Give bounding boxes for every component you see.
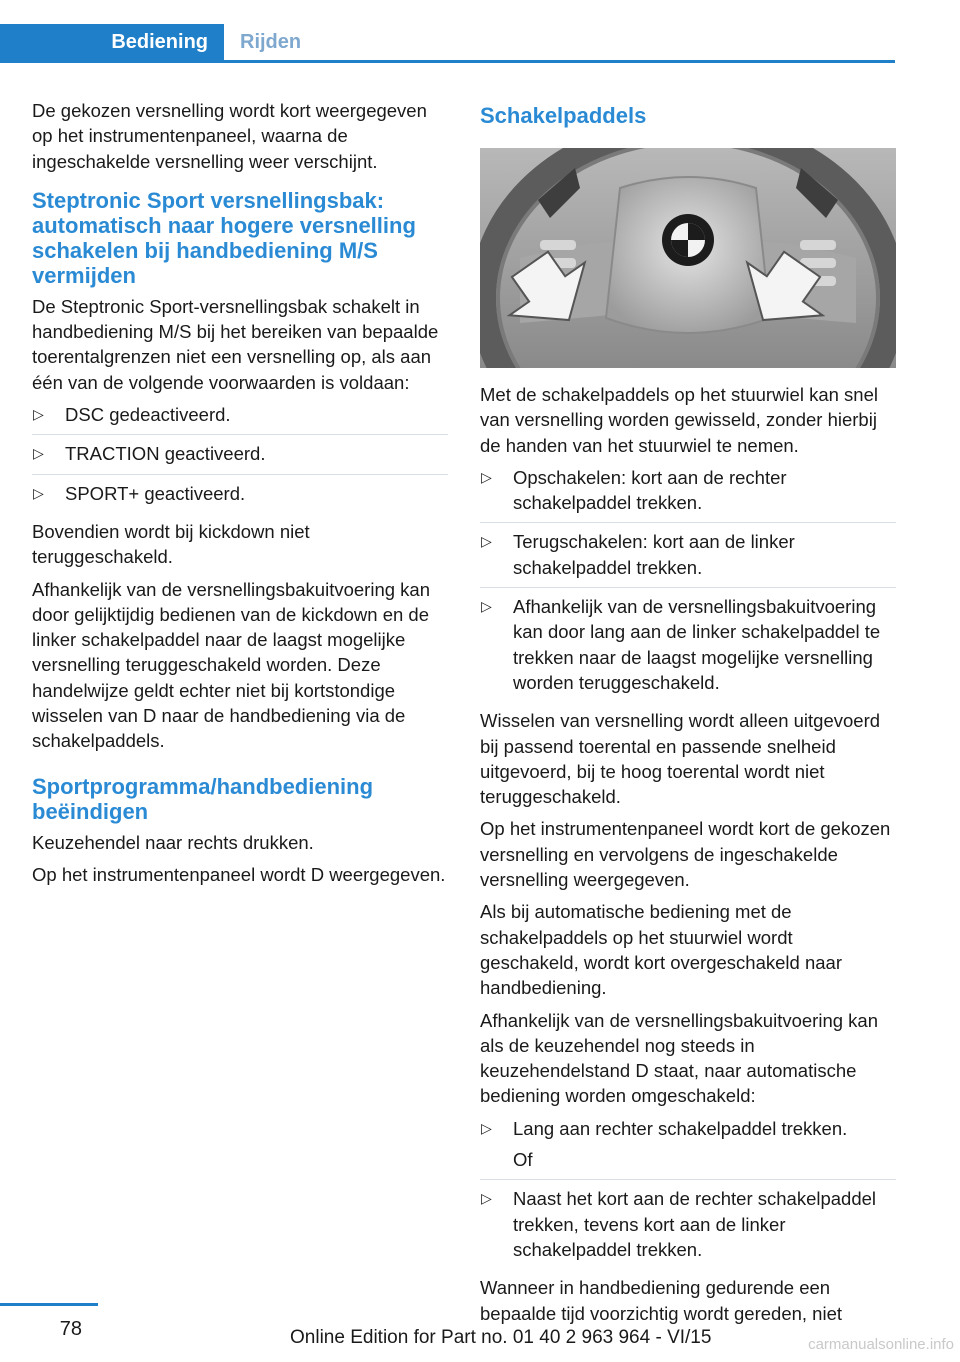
list-item: ▷ Naast het kort aan de rechter schakelpaddel trekken, tevens kort aan de linker schakelpaddel trekken. xyxy=(481,1188,877,1260)
tab-rijden[interactable]: Rijden xyxy=(240,30,302,53)
steering-wheel-illustration xyxy=(480,148,896,368)
watermark: carmanualsonline.info xyxy=(808,1336,954,1353)
triangle-bullet-icon: ▷ xyxy=(481,598,492,615)
paragraph: Als bij automatische bediening met de schakelpaddels op het stuurwiel wordt geschakeld, wordt kort overgeschakeld naar handbediening. xyxy=(480,901,842,999)
paragraph: Wanneer in handbediening gedurende een bepaalde tijd voorzichtig wordt gereden, niet xyxy=(480,1277,843,1324)
paragraph: Wisselen van versnelling wordt alleen uitgevoerd bij passend toerental en passende snelheid uitgevoerd, bij te hoog toerental wordt niet teruggeschakeld. xyxy=(480,710,881,808)
list-item: ▷ Lang aan rechter schakelpaddel trekken. Of xyxy=(480,1116,896,1181)
page-header xyxy=(0,0,960,64)
paragraph: De Steptronic Sport-versnellingsbak schakelt in handbediening M/S bij het bereiken van bepaalde toerentalgrenzen niet een versnelling op, als aan één van de volgende voorwaarden is voldaan: xyxy=(32,295,439,393)
list-item: ▷ Afhankelijk van de versnellingsbakuitvoering kan door lang aan de linker schakelpaddel te trekken naar de laagst mogelijke versnelling worden teruggeschakeld. xyxy=(481,596,881,693)
condition-list xyxy=(32,402,448,513)
left-column xyxy=(32,98,448,894)
section-heading-schakelpaddels: Schakelpaddels xyxy=(480,103,647,128)
list-item: ▷ SPORT+ geactiveerd. xyxy=(32,481,448,513)
section-heading-sportprogramma: Sportprogramma/handbediening beëindigen xyxy=(32,773,374,824)
list-item: ▷ DSC gedeactiveerd. xyxy=(32,402,448,435)
triangle-bullet-icon: ▷ xyxy=(481,468,492,485)
intro-paragraph: De gekozen versnelling wordt kort weergegeven op het instrumentenpaneel, waarna de ingeschakelde versnelling weer verschijnt. xyxy=(32,100,427,172)
tab-bediening[interactable]: Bediening xyxy=(0,24,224,60)
steering-wheel-icon xyxy=(480,148,896,368)
header-divider xyxy=(0,60,895,63)
automatic-mode-list xyxy=(480,1116,896,1269)
paragraph: Op het instrumentenpaneel wordt D weergegeven. xyxy=(32,863,446,885)
triangle-bullet-icon: ▷ xyxy=(481,1190,492,1207)
paragraph: Bovendien wordt bij kickdown niet teruggeschakeld. xyxy=(32,520,310,568)
list-item: ▷ Terugschakelen: kort aan de linker schakelpaddel trekken. xyxy=(480,529,896,588)
triangle-bullet-icon: ▷ xyxy=(33,484,44,501)
triangle-bullet-icon: ▷ xyxy=(33,445,44,462)
paddle-instructions-list xyxy=(480,465,896,702)
triangle-bullet-icon: ▷ xyxy=(481,533,492,550)
triangle-bullet-icon: ▷ xyxy=(33,406,44,423)
paragraph: Afhankelijk van de versnellingsbakuitvoering kan als de keuzehendel nog steeds in keuzehendelstand D staat, naar automatische bediening worden omgeschakeld: xyxy=(480,1009,878,1107)
right-column xyxy=(480,98,896,1333)
paragraph: Afhankelijk van de versnellingsbakuitvoering kan door gelijktijdig bedienen van de kickdown en de linker schakelpaddel naar de laagst mogelijke versnelling teruggeschakeld worden. Deze handelwijze geldt echter niet bij kortstondige wisselen van D naar de handbediening via de schakelpaddels. xyxy=(32,578,430,752)
footer-divider xyxy=(0,1303,98,1306)
edition-info: Online Edition for Part no. 01 40 2 963 964 - VI/15 xyxy=(290,1327,712,1348)
page-number: 78 xyxy=(59,1318,82,1340)
list-item: ▷ Opschakelen: kort aan de rechter schakelpaddel trekken. xyxy=(480,465,896,524)
section-heading-steptronic: Steptronic Sport versnellingsbak: automatisch naar hogere versnelling schakelen bij handbediening M/S vermijden xyxy=(32,187,416,288)
paragraph: Met de schakelpaddels op het stuurwiel kan snel van versnelling worden gewisseld, zonder hierbij de handen van het stuurwiel te nemen. xyxy=(480,384,878,456)
paragraph: Keuzehendel naar rechts drukken. xyxy=(32,831,314,853)
triangle-bullet-icon: ▷ xyxy=(481,1119,492,1136)
paragraph: Op het instrumentenpaneel wordt kort de gekozen versnelling en vervolgens de ingeschakelde versnelling weergegeven. xyxy=(480,818,891,891)
list-item: ▷ TRACTION geactiveerd. xyxy=(32,441,448,474)
